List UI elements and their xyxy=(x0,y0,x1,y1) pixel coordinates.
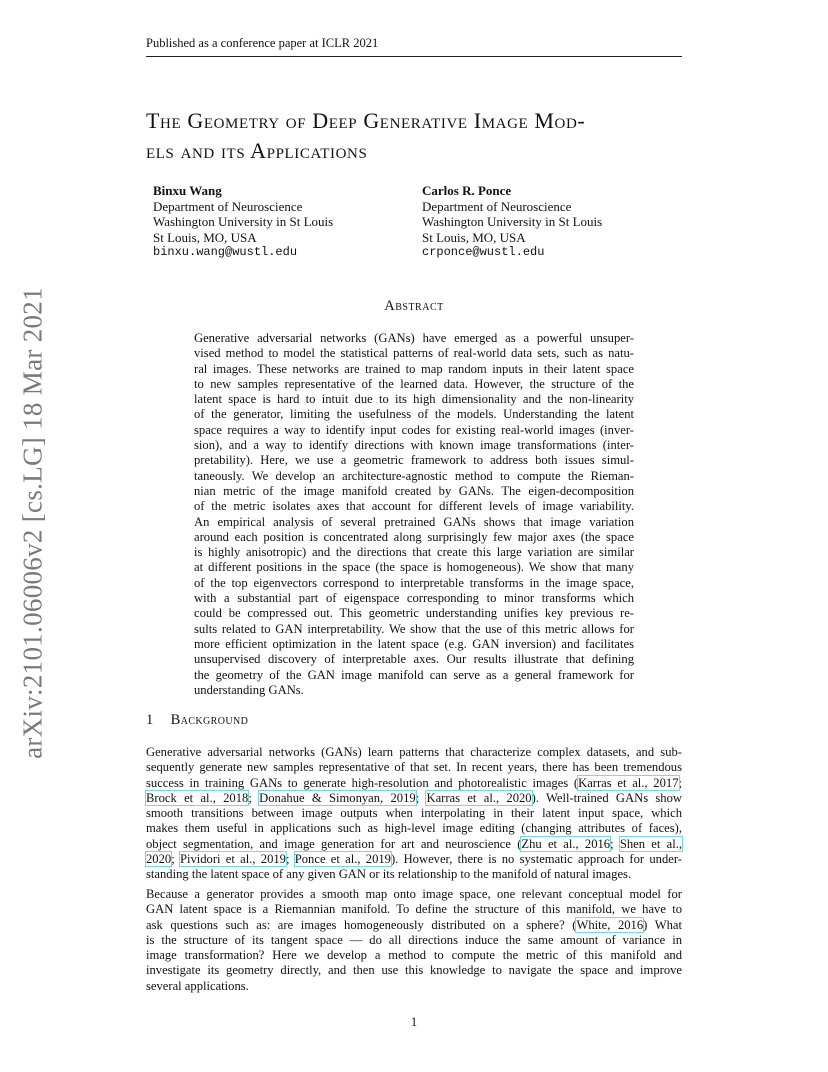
citation-link[interactable]: White, 2016 xyxy=(576,917,644,932)
page-number: 1 xyxy=(410,1015,418,1029)
text-run: ) What xyxy=(643,917,682,932)
abstract-line: of the top eigenvectors correspond to interpretable transforms in the image space, xyxy=(194,575,634,590)
title-line: els and its Applications xyxy=(146,138,368,163)
abstract-line: is highly anisotropic) and the directions that create this large variation are similar xyxy=(194,545,634,560)
text-run: ; xyxy=(248,790,260,805)
abstract-line: more efficient optimization in the latent space (e.g. GAN inversion) and facilitates xyxy=(194,636,634,651)
text-run: ; xyxy=(678,775,682,790)
author-university: Washington University in St Louis xyxy=(422,214,603,229)
body-paragraph xyxy=(146,745,682,883)
text-line xyxy=(146,933,682,948)
abstract-line: of the metric isolates axes that account for different levels of image variability. xyxy=(194,499,634,514)
text-line xyxy=(146,806,682,821)
author-university: Washington University in St Louis xyxy=(153,214,334,229)
text-line xyxy=(146,852,682,867)
text-run: ask questions such as: are images homogeneously distributed on a sphere? ( xyxy=(146,917,577,932)
text-run: ). Well-trained GANs show xyxy=(531,790,682,805)
text-run: image transformation? Here we develop a method to compute the metric of this manifold and xyxy=(146,948,682,963)
title-line: The Geometry of Deep Generative Image Mod- xyxy=(146,108,586,133)
abstract-line: Generative adversarial networks (GANs) have emerged as a powerful unsuper- xyxy=(194,331,634,345)
text-run: investigate its geometry directly, and then use this knowledge to navigate the space and improve xyxy=(146,963,682,978)
abstract-line: could be compressed out. This geometric understanding unifies key previous re- xyxy=(194,606,634,621)
text-run: GAN latent space is a Riemannian manifold. To define the structure of this manifold, we have to xyxy=(146,902,682,917)
author-block xyxy=(422,183,602,261)
abstract-line: sults related to GAN interpretability. We show that the use of this metric allows for xyxy=(194,621,634,636)
abstract-heading: Abstract xyxy=(384,298,444,314)
citation-link[interactable]: Karras et al., 2017 xyxy=(578,775,679,790)
citation-link[interactable]: Ponce et al., 2019 xyxy=(294,852,391,867)
abstract-line: An empirical analysis of several pretrained GANs shows that image variation xyxy=(194,514,634,529)
author-email[interactable]: crponce@wustl.edu xyxy=(422,245,545,259)
text-line xyxy=(146,918,682,933)
arxiv-identifier xyxy=(8,288,58,758)
text-line xyxy=(146,867,682,882)
abstract-line: pretability). Here, we use a geometric framework to address both issues simul- xyxy=(194,453,634,468)
abstract-line: to new samples representative of the learned data. However, the structure of the xyxy=(194,376,634,391)
paper-title xyxy=(146,106,706,166)
text-line xyxy=(146,745,682,760)
author-city: St Louis, MO, USA xyxy=(422,229,526,245)
body-paragraph xyxy=(146,887,682,994)
text-run: is the structure of its tangent space — do all directions induce the same amount of variance in xyxy=(146,932,682,947)
text-line xyxy=(146,837,682,852)
abstract-line: vised method to model the statistical patterns of real-world data sets, such as natu- xyxy=(194,346,634,361)
author-department: Department of Neuroscience xyxy=(422,198,572,214)
text-line xyxy=(146,791,682,806)
citation-link[interactable]: Pividori et al., 2019 xyxy=(179,852,286,867)
author-department: Department of Neuroscience xyxy=(153,198,303,214)
abstract-line: of the generator, limiting the usefulness of the models. Understanding the latent xyxy=(194,407,634,422)
abstract-line: the geometry of the GAN image manifold can serve as a general framework for xyxy=(194,667,634,682)
abstract-line: nian metric of the image manifold created by GANs. The eigen-decomposition xyxy=(194,483,634,498)
author-city: St Louis, MO, USA xyxy=(153,229,257,245)
text-line xyxy=(146,776,682,791)
text-run: object segmentation, and image generation for art and neuroscience ( xyxy=(146,836,522,851)
abstract-line: ral images. These networks are trained to map random inputs in their latent space xyxy=(194,361,634,376)
abstract-text xyxy=(194,331,634,698)
text-run: smooth transitions between image outputs when interpolating in their latent input space, which xyxy=(146,806,682,821)
text-line xyxy=(146,902,682,917)
text-run: several applications. xyxy=(146,978,249,993)
text-run: ; xyxy=(285,852,295,867)
abstract-line: with a substantial part of eigenspace corresponding to minor transforms which xyxy=(194,591,634,606)
text-run: ; xyxy=(610,836,620,851)
abstract-line: taneously. We develop an architecture-agnostic method to compute the Rieman- xyxy=(194,468,634,483)
text-run: success in training GANs to generate high-resolution and photorealistic images ( xyxy=(146,775,579,790)
text-line xyxy=(146,760,682,775)
text-run: ; xyxy=(171,852,180,867)
citation-link[interactable]: 2020 xyxy=(146,852,172,867)
text-line xyxy=(146,821,682,836)
running-header: Published as a conference paper at ICLR 2021 xyxy=(146,36,682,57)
author-email[interactable]: binxu.wang@wustl.edu xyxy=(153,245,298,259)
text-line xyxy=(146,963,682,978)
text-run: makes them useful in applications such as high-level image editing (changing attributes of faces), xyxy=(146,821,682,836)
author-block xyxy=(153,183,333,261)
abstract-line: at different positions in the space (the space is homogeneous). We show that many xyxy=(194,560,634,575)
abstract-line: latent space is hard to intuit due to its high dimensionality and the non-linearity xyxy=(194,392,634,407)
text-run: ; xyxy=(415,790,427,805)
abstract-line: unsupervised discovery of interpretable axes. Our results illustrate that defining xyxy=(194,652,634,667)
text-line xyxy=(146,979,682,994)
citation-link[interactable]: Shen et al., xyxy=(619,836,682,851)
citation-link[interactable]: Karras et al., 2020 xyxy=(426,790,532,805)
text-line xyxy=(146,948,682,963)
text-run: Generative adversarial networks (GANs) learn patterns that characterize complex datasets, and sub- xyxy=(146,745,682,759)
citation-link[interactable]: Brock et al., 2018 xyxy=(146,790,249,805)
abstract-line: around each position is concentrated along surprisingly few major axes (the space xyxy=(194,529,634,544)
text-run: standing the latent space of any given GAN or its relationship to the manifold of natural images. xyxy=(146,867,632,882)
text-line xyxy=(146,887,682,902)
abstract-line: understanding GANs. xyxy=(194,682,304,697)
arxiv-identifier-text: arXiv:2101.06006v2 [cs.LG] 18 Mar 2021 xyxy=(17,287,48,759)
text-run: Because a generator provides a smooth map onto image space, one relevant conceptual model for xyxy=(146,887,682,901)
abstract-line: space requires a way to identify input codes for existing real-world images (inver- xyxy=(194,422,634,437)
section-heading xyxy=(146,712,248,729)
text-run: sequently generate new samples representative of that set. In recent years, there has been tremendous xyxy=(146,760,682,775)
section-number: 1 xyxy=(146,712,154,728)
author-name: Carlos R. Ponce xyxy=(422,183,512,198)
author-name: Binxu Wang xyxy=(153,183,222,198)
citation-link[interactable]: Donahue & Simonyan, 2019 xyxy=(259,790,416,805)
abstract-line: sion), and a way to identify directions with known image transformations (inter- xyxy=(194,438,634,453)
text-run: ). However, there is no systematic approach for under- xyxy=(390,852,682,867)
citation-link[interactable]: Zhu et al., 2016 xyxy=(521,836,611,851)
section-title: Background xyxy=(170,712,249,728)
